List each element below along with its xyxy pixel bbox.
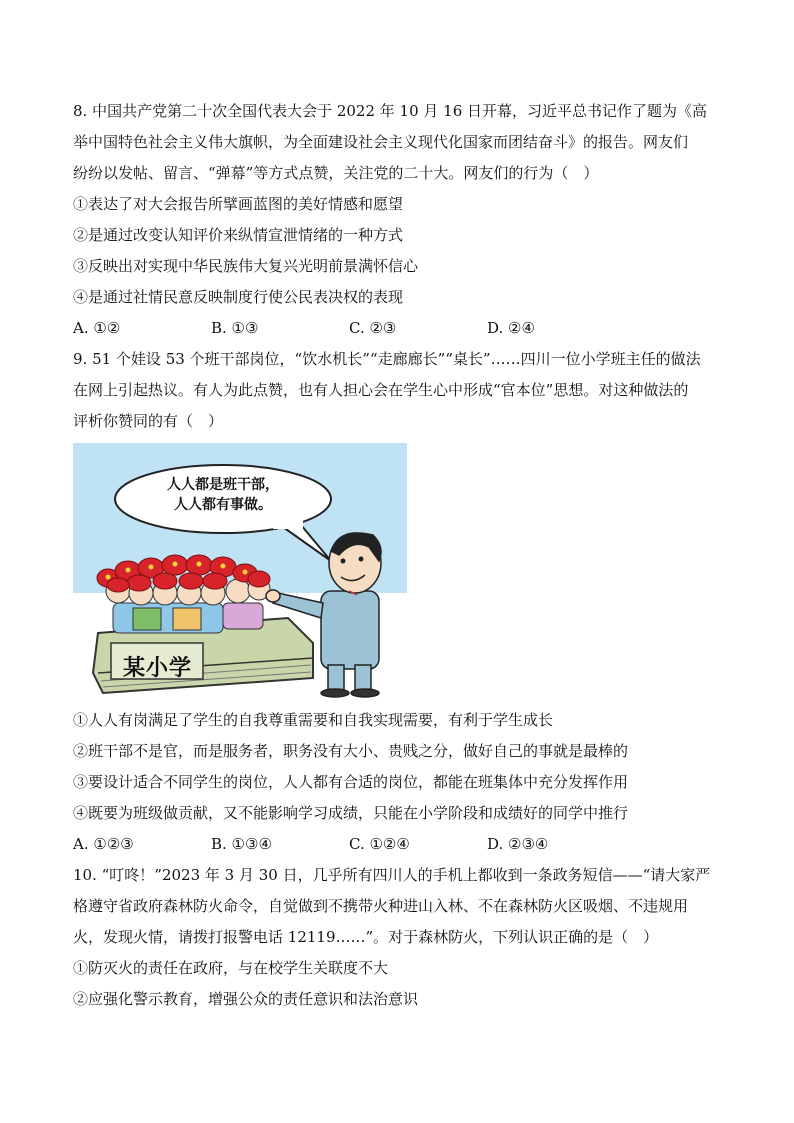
q9-statement-4: ④既要为班级做贡献，又不能影响学习成绩，只能在小学阶段和成绩好的同学中推行: [73, 804, 629, 822]
q8-statement-1: ①表达了对大会报告所擘画蓝图的美好情感和愿望: [73, 195, 404, 213]
q9-option-c[interactable]: C. ①②④: [349, 835, 410, 853]
speech-bubble-line-1: 人人都是班干部，: [167, 477, 279, 493]
speech-bubble-line-2: 人人都有事做。: [174, 497, 272, 513]
q8-stem-line-3: 纷纷以发帖、留言、“弹幕”等方式点赞，关注党的二十大。网友们的行为（ ）: [73, 164, 599, 182]
q9-options: [73, 829, 723, 860]
q8-option-b[interactable]: B. ①③: [211, 319, 259, 337]
q10-statement-1: ①防灭火的责任在政府，与在校学生关联度不大: [73, 959, 389, 977]
q10-stem-line-1: 10. “叮咚！”2023 年 3 月 30 日，几乎所有四川人的手机上都收到一条政务短信——“请大家严: [73, 866, 711, 884]
exam-page: [73, 96, 723, 1015]
q8-statement-3: ③反映出对实现中华民族伟大复兴光明前景满怀信心: [73, 257, 419, 275]
q9-option-b[interactable]: B. ①③④: [211, 835, 272, 853]
q9-stem-line-1: 9. 51 个娃设 53 个班干部岗位，“饮水机长”“走廊廊长”“桌长”……四川一位小学班主任的做法: [73, 350, 701, 368]
q8-option-c[interactable]: C. ②③: [349, 319, 397, 337]
q9-statement-2: ②班干部不是官，而是服务者，职务没有大小、贵贱之分，做好自己的事就是最棒的: [73, 742, 629, 760]
question-10: [73, 860, 723, 1015]
q9-stem-line-2: 在网上引起热议。有人为此点赞，也有人担心会在学生心中形成“官本位”思想。对这种做法的: [73, 381, 689, 399]
q8-options: [73, 313, 723, 344]
q10-stem-line-3: 火，发现火情，请拨打报警电话 12119……”。对于森林防火，下列认识正确的是（ ）: [73, 928, 659, 946]
q9-statement-1: ①人人有岗满足了学生的自我尊重需要和自我实现需要，有利于学生成长: [73, 711, 554, 729]
q9-option-d[interactable]: D. ②③④: [487, 835, 549, 853]
speech-bubble: [153, 475, 293, 515]
q10-stem-line-2: 格遵守省政府森林防火命令，自觉做到不携带火种进山入林、不在森林防火区吸烟、不违规用: [73, 897, 689, 915]
q8-option-a[interactable]: A. ①②: [73, 319, 121, 337]
q10-statement-2: ②应强化警示教育，增强公众的责任意识和法治意识: [73, 990, 419, 1008]
cartoon-figure: [73, 443, 407, 699]
q8-statement-4: ④是通过社情民意反映制度行使公民表决权的表现: [73, 288, 404, 306]
book-label: 某小学: [123, 656, 193, 681]
q9-option-a[interactable]: A. ①②③: [73, 835, 134, 853]
question-8: [73, 96, 723, 344]
q9-stem-line-3: 评析你赞同的有（ ）: [73, 412, 224, 430]
question-9: [73, 344, 723, 860]
q8-statement-2: ②是通过改变认知评价来纵情宣泄情绪的一种方式: [73, 226, 404, 244]
q8-stem-line-1: 8. 中国共产党第二十次全国代表大会于 2022 年 10 月 16 日开幕，习近平总书记作了题为《高: [73, 102, 708, 120]
q8-option-d[interactable]: D. ②④: [487, 319, 535, 337]
q8-stem-line-2: 举中国特色社会主义伟大旗帜，为全面建设社会主义现代化国家而团结奋斗》的报告。网友们: [73, 133, 689, 151]
q9-statement-3: ③要设计适合不同学生的岗位，人人都有合适的岗位，都能在班集体中充分发挥作用: [73, 773, 629, 791]
